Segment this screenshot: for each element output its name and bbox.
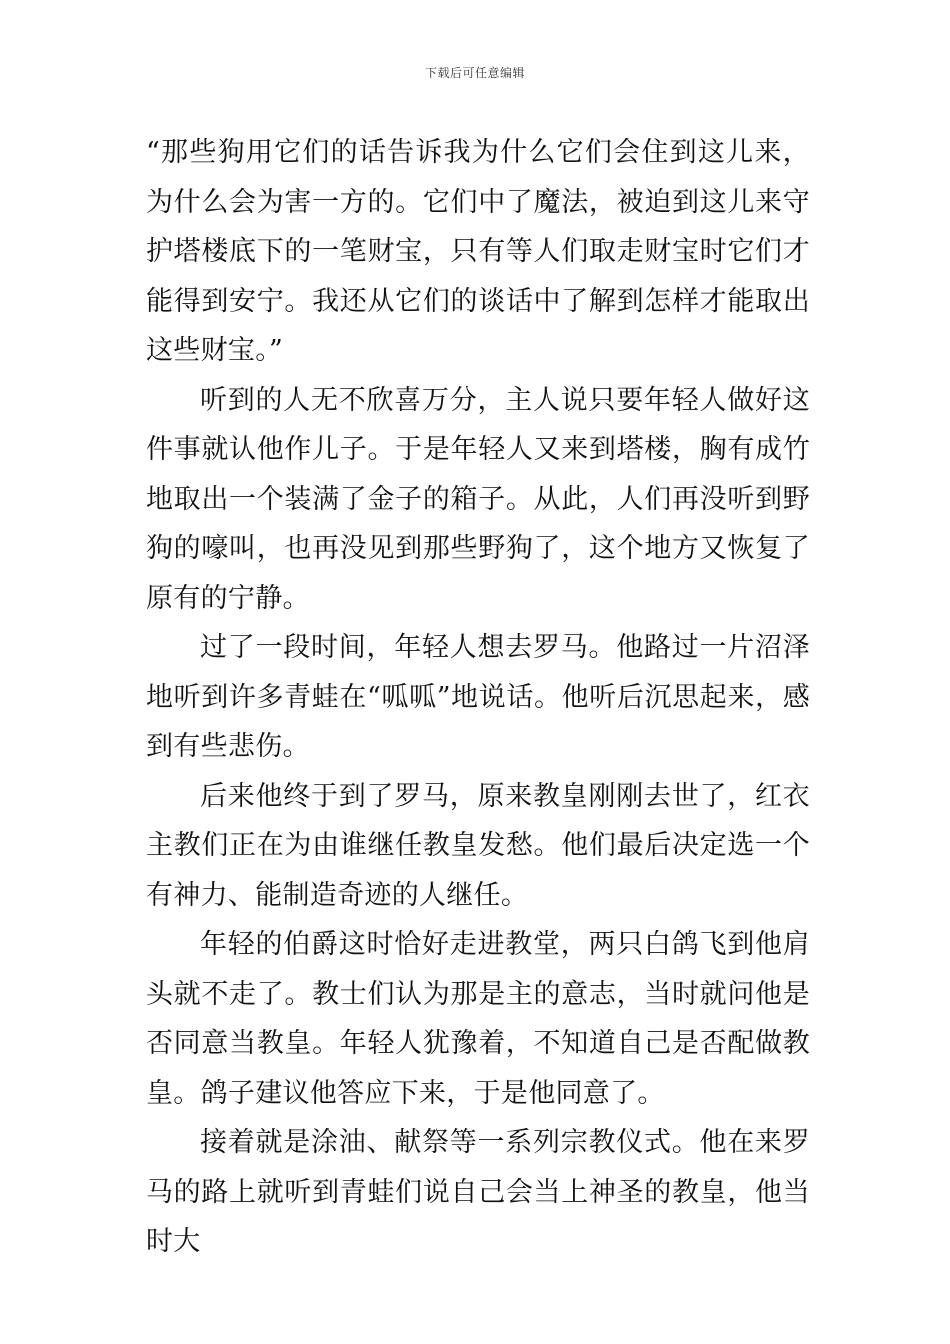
paragraph: 接着就是涂油、献祭等一系列宗教仪式。他在来罗马的路上就听到青蛙们说自己会当上神圣的教皇，他当时大: [146, 1127, 810, 1257]
paragraph: 过了一段时间，年轻人想去罗马。他路过一片沼泽地听到许多青蛙在“呱呱”地说话。他听后沉思起来，感到有些悲伤。: [146, 632, 810, 762]
page-header-note: 下载后可任意编辑: [424, 66, 525, 80]
paragraph: 后来他终于到了罗马，原来教皇刚刚去世了，红衣主教们正在为由谁继任教皇发愁。他们最后决定选一个有神力、能制造奇迹的人继任。: [146, 780, 810, 911]
paragraph: 听到的人无不欣喜万分，主人说只要年轻人做好这件事就认他作儿子。于是年轻人又来到塔楼，胸有成竹地取出一个装满了金子的箱子。从此，人们再没听到野狗的嚎叫，也再没见到那些野狗了，这个地方又恢复了原有的宁静。: [146, 384, 810, 614]
paragraph: 年轻的伯爵这时恰好走进教堂，两只白鸽飞到他肩头就不走了。教士们认为那是主的意志，当时就问他是否同意当教皇。年轻人犹豫着，不知道自己是否配做教皇。鸽子建议他答应下来，于是他同意了。: [146, 929, 810, 1109]
paragraph: “那些狗用它们的话告诉我为什么它们会住到这儿来，为什么会为害一方的。它们中了魔法，被迫到这儿来守护塔楼底下的一笔财宝，只有等人们取走财宝时它们才能得到安宁。我还从它们的谈话中了解到怎样才能取出这些财宝。”: [146, 137, 810, 366]
document-body: [146, 128, 810, 1267]
